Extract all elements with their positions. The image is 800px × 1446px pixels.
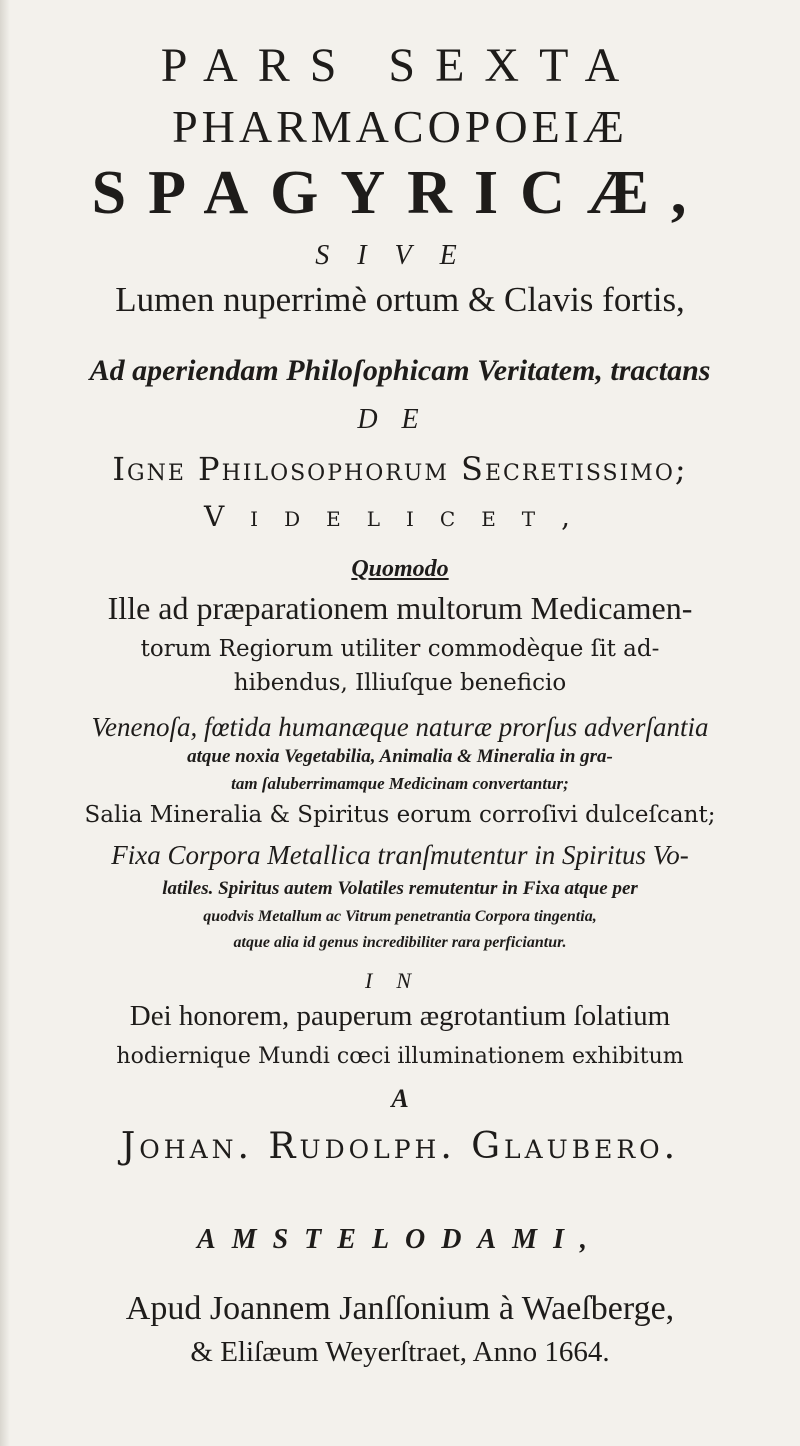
- subtitle-lumen: Lumen nuperrimè ortum & Clavis fortis,: [115, 280, 685, 319]
- place-amstelodami: AMSTELODAMI,: [197, 1224, 603, 1255]
- word-a: A: [391, 1084, 409, 1113]
- title-part: PARS SEXTA: [160, 39, 640, 92]
- author-name: Johan. Rudolph. Glaubero.: [120, 1126, 680, 1167]
- body-line-10: quodvis Metallum ac Vitrum penetrantia Corpora tingentia,: [203, 908, 597, 925]
- title-pharmacopoeiae: PHARMACOPOEIÆ: [172, 101, 628, 152]
- body-line-5: atque noxia Vegetabilia, Animalia & Mineralia in gra-: [187, 746, 613, 767]
- body-line-6: tam ſaluberrimamque Medicinam convertantur;: [231, 774, 569, 793]
- publisher-line-2: & Eliſæum Weyerſtraet, Anno 1664.: [190, 1336, 610, 1368]
- body-line-9: latiles. Spiritus autem Volatiles remutentur in Fixa atque per: [162, 878, 638, 899]
- body-line-11: atque alia id genus incredibiliter rara perficiantur.: [233, 934, 567, 951]
- body-line-8: Fixa Corpora Metallica tranſmutentur in Spiritus Vo-: [111, 840, 689, 870]
- word-de: DE: [357, 404, 443, 435]
- body-line-3: hibendus, Illiuſque beneficio: [233, 670, 567, 696]
- subtitle-ad-aperiendam: Ad aperiendam Philoſophicam Veritatem, tractans: [89, 354, 711, 387]
- subtitle-igne: Igne Philosophorum Secretissimo;: [112, 450, 688, 488]
- word-quomodo: Quomodo: [351, 556, 449, 582]
- word-in: IN: [365, 968, 435, 993]
- dedication-line-1: Dei honorem, pauperum ægrotantium ſolatium: [129, 1000, 671, 1032]
- body-line-7: Salia Mineralia & Spiritus eorum corroſivi dulceſcant;: [84, 802, 716, 828]
- dedication-line-2: hodiernique Mundi cœci illuminationem exhibitum: [116, 1044, 684, 1069]
- publisher-line-1: Apud Joannem Janſſonium à Waeſberge,: [125, 1290, 675, 1327]
- body-line-4: Venenoſa, fœtida humanæque naturæ prorſus adverſantia: [91, 712, 709, 742]
- body-line-1: Ille ad præparationem multorum Medicamen-: [107, 590, 693, 626]
- body-line-2: torum Regiorum utiliter commodèque ſit ad-: [140, 636, 660, 662]
- word-videlicet: Videlicet,: [203, 500, 597, 533]
- title-sive: SIVE: [315, 240, 485, 271]
- title-spagyricae: SPAGYRICÆ,: [91, 159, 709, 227]
